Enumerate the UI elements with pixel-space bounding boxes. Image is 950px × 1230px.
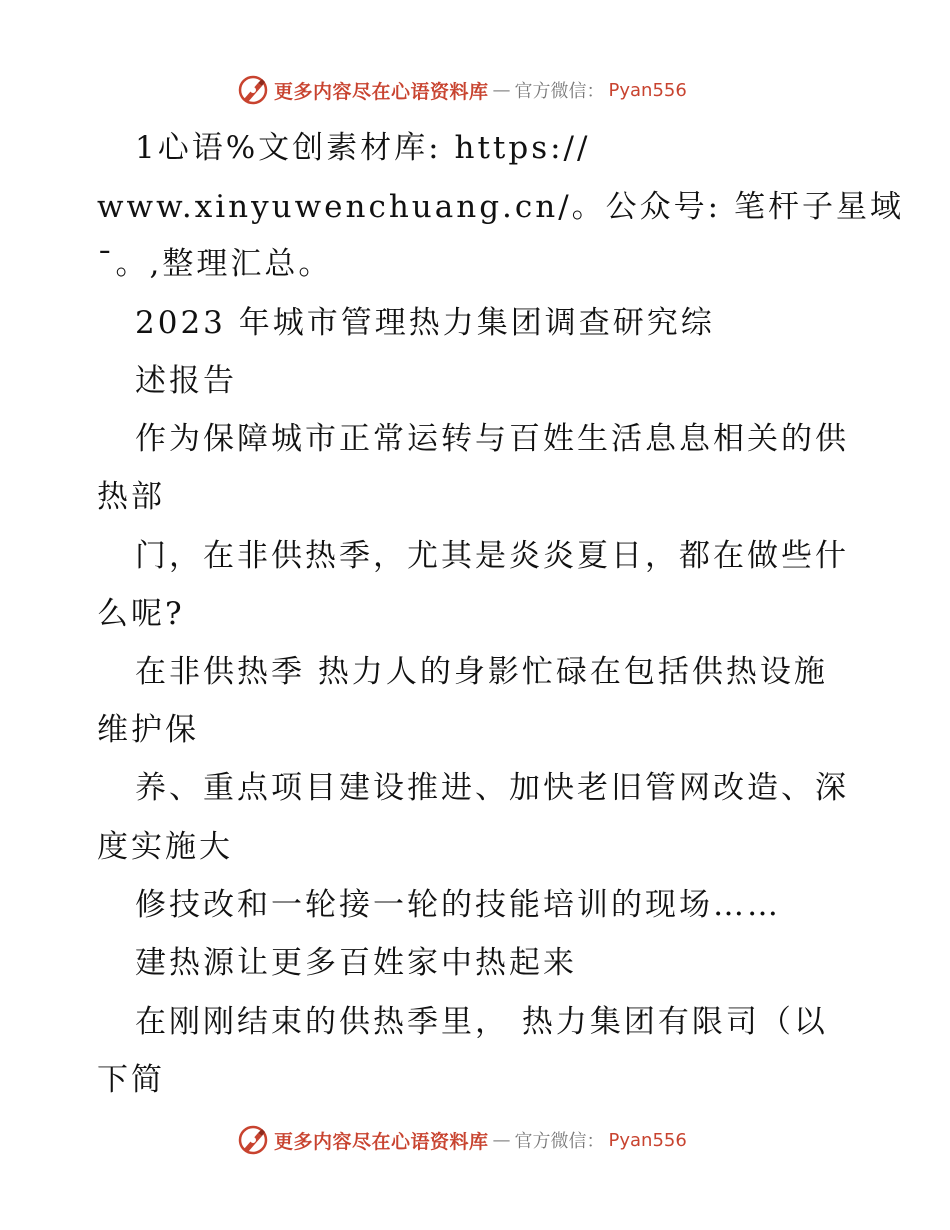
banner-wechat-label: 官方微信： (514, 1131, 605, 1152)
banner-wechat-label: 官方微信： (514, 81, 605, 102)
banner-wechat-id: Pyan556 (608, 79, 687, 101)
body-line: 在刚刚结束的供热季里， 热力集团有限司（以 (135, 1004, 828, 1040)
body-line: 门，在非供热季，尤其是炎炎夏日，都在做些什 (135, 538, 849, 574)
body-line: www.xinyuwenchuang.cn/。公众号: 笔杆子星域 (97, 189, 904, 225)
body-line: 作为保障城市正常运转与百姓生活息息相关的供 (135, 421, 849, 457)
footer-watermark-banner (236, 1122, 687, 1158)
body-line: 下简 (97, 1062, 165, 1098)
body-line: 修技改和一轮接一轮的技能培训的现场…… (135, 887, 781, 923)
body-line: 度实施大 (97, 829, 233, 865)
body-line: 2023 年城市管理热力集团调查研究综 (135, 305, 715, 341)
body-line: ¯。,整理汇总。 (97, 246, 333, 282)
banner-main-text: 更多内容尽在心语资料库 (274, 80, 489, 103)
pen-logo-icon (236, 1123, 270, 1157)
pen-logo-icon (236, 73, 270, 107)
body-line: 么呢? (97, 596, 185, 632)
body-line: 热部 (97, 479, 165, 515)
banner-separator: — (492, 79, 511, 101)
body-line: 1心语%文创素材库: https:// (135, 130, 591, 166)
banner-main-text: 更多内容尽在心语资料库 (274, 1130, 489, 1153)
body-line: 述报告 (135, 363, 237, 399)
header-watermark-banner (236, 72, 687, 108)
body-line: 维护保 (97, 712, 199, 748)
body-line: 养、重点项目建设推进、加快老旧管网改造、深 (135, 770, 849, 806)
banner-wechat-id: Pyan556 (608, 1129, 687, 1151)
banner-separator: — (492, 1129, 511, 1151)
body-line: 建热源让更多百姓家中热起来 (135, 945, 577, 981)
body-line: 在非供热季 热力人的身影忙碌在包括供热设施 (135, 654, 828, 690)
